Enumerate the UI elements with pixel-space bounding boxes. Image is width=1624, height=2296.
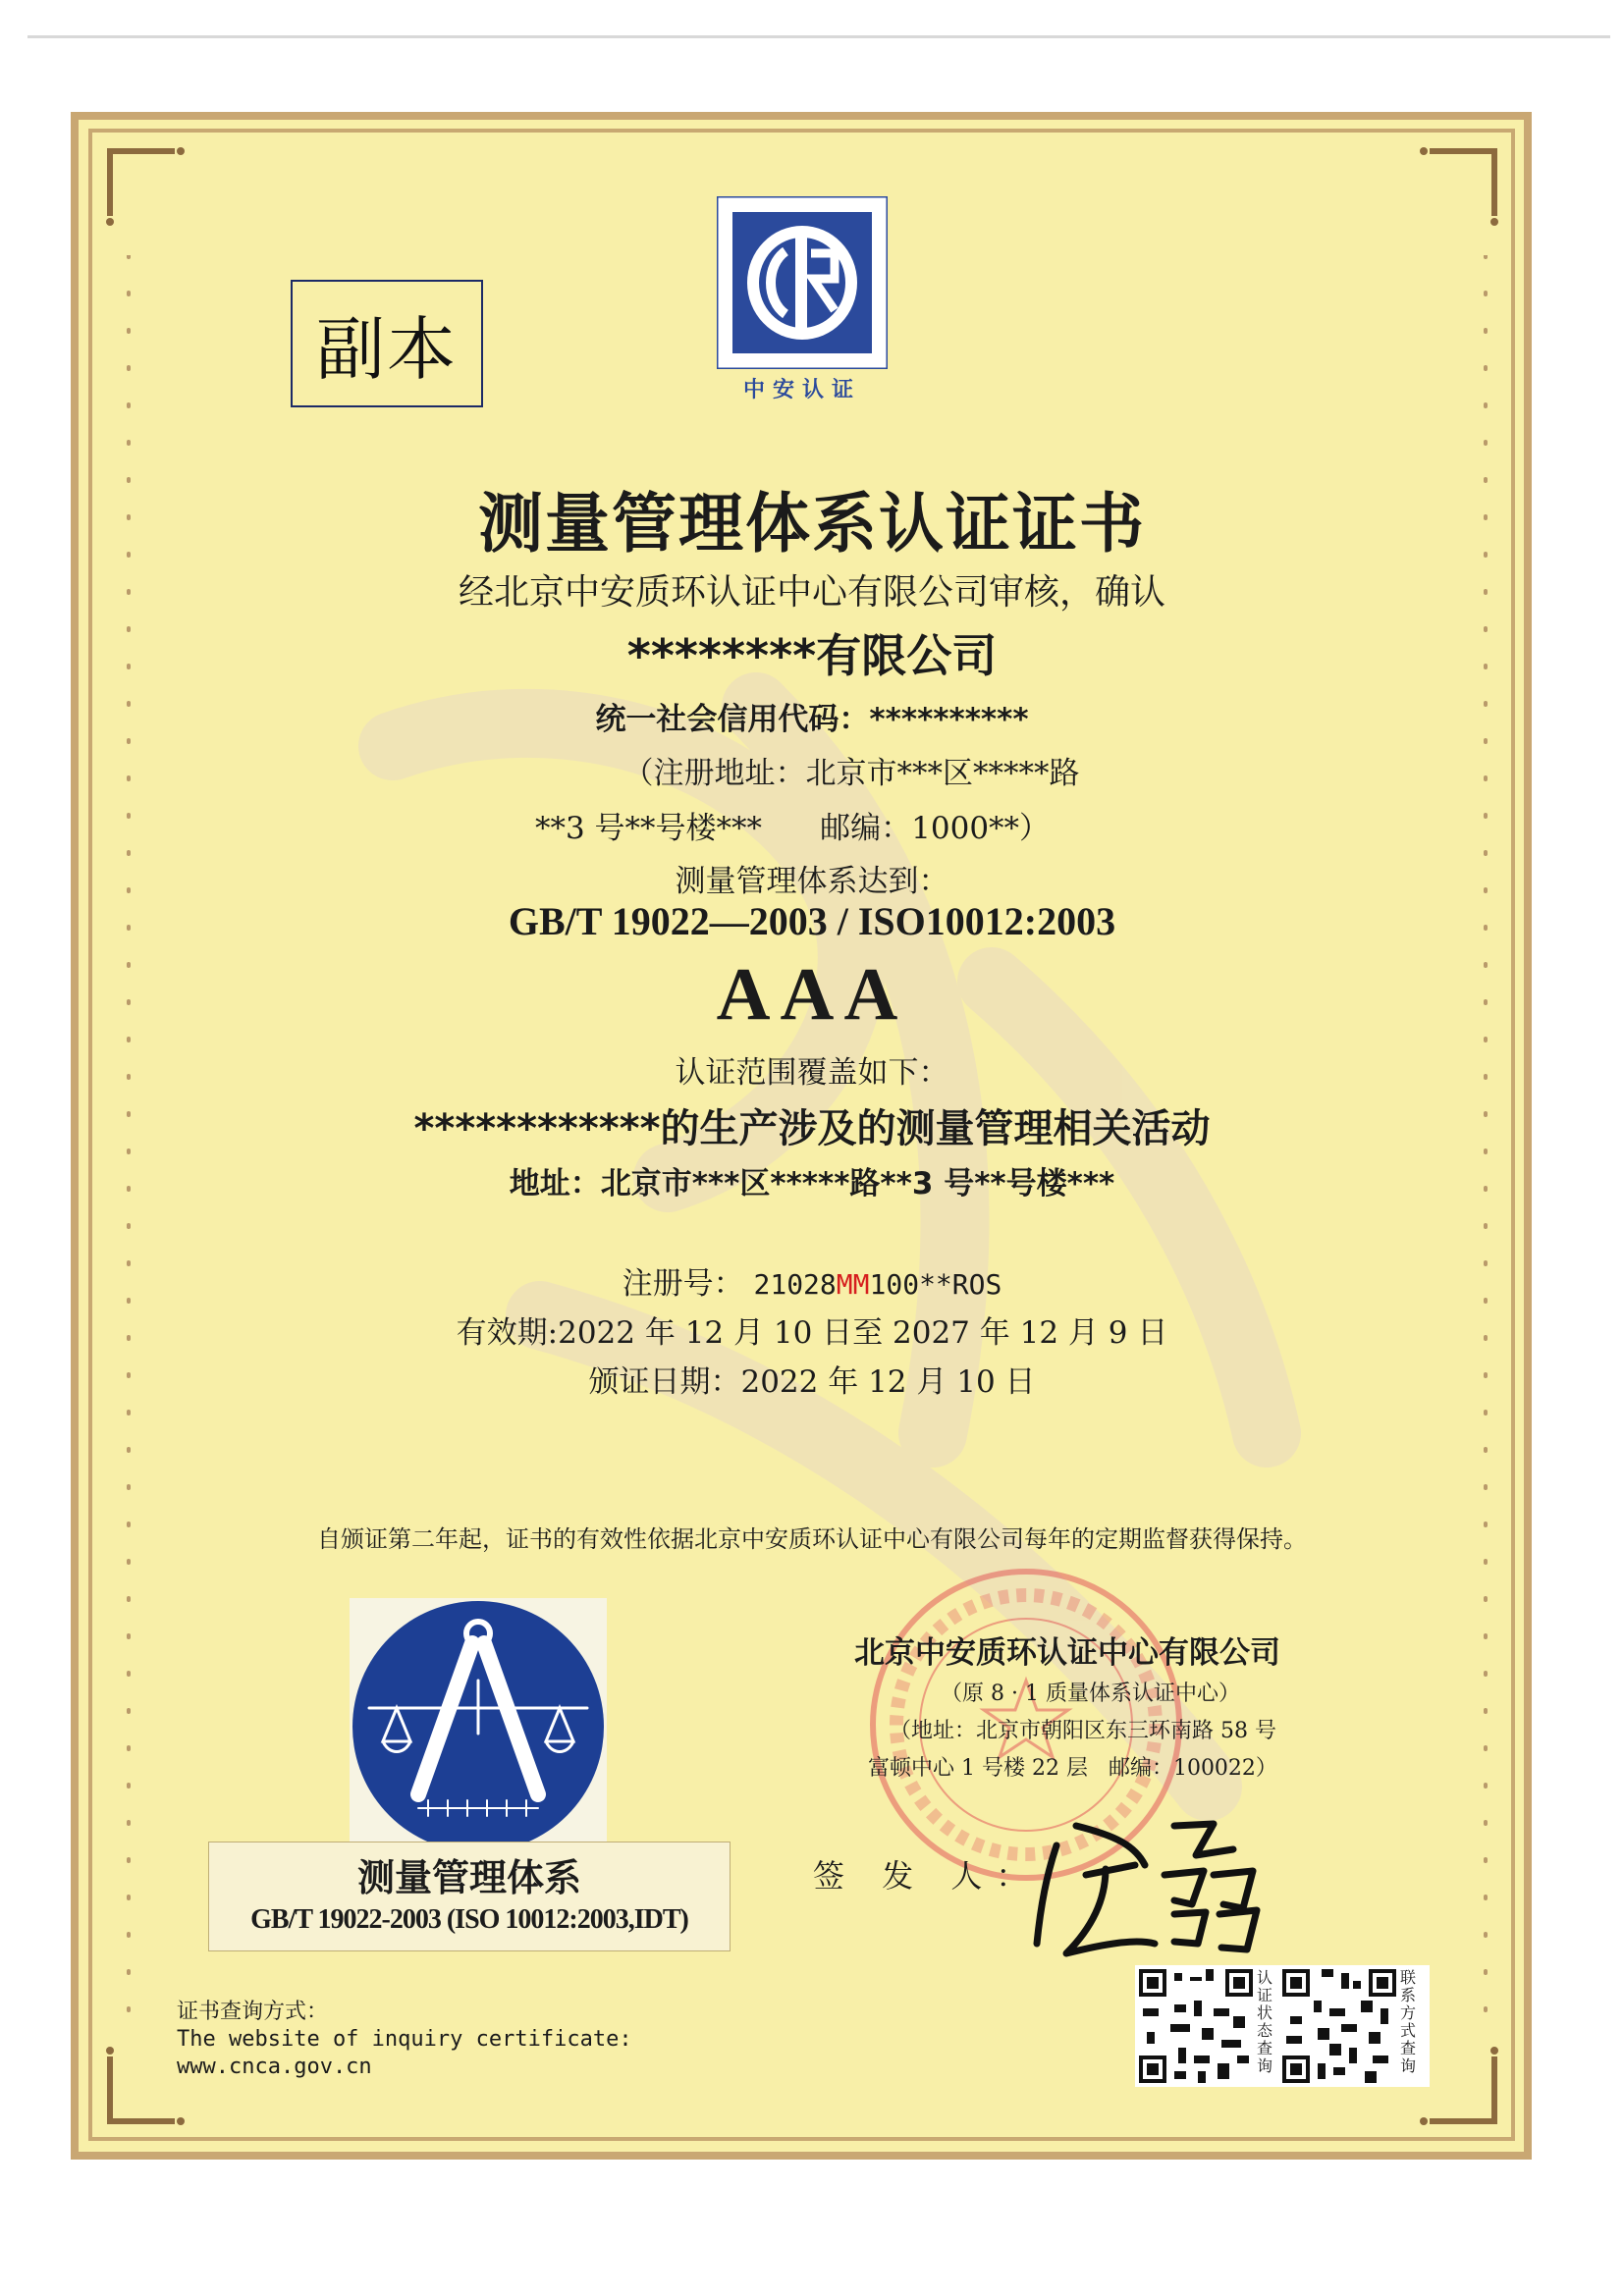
scan-top-edge bbox=[27, 35, 1610, 38]
inquiry-website: www.cnca.gov.cn bbox=[177, 2055, 372, 2079]
standard-code: GB/T 19022—2003 / ISO10012:2003 bbox=[508, 899, 1116, 943]
registered-address-line1: （注册地址：北京市***区*****路 bbox=[623, 756, 1080, 791]
badge-title: 测量管理体系 bbox=[356, 1856, 581, 1899]
credit-code: 统一社会信用代码：********** bbox=[595, 702, 1029, 737]
system-reaches-label: 测量管理体系达到： bbox=[675, 864, 949, 899]
issuer-address-line2: 富顿中心 1 号楼 22 层 邮编：100022） bbox=[868, 1756, 1277, 1781]
measurement-system-badge bbox=[350, 1598, 607, 1855]
company-name: ********有限公司 bbox=[626, 629, 998, 682]
corner-ornament-bottom-right bbox=[1420, 2047, 1498, 2125]
handwritten-signature bbox=[1027, 1806, 1263, 1963]
audit-statement: 经北京中安质环认证中心有限公司审核，确认 bbox=[458, 572, 1165, 613]
certification-body-logo bbox=[717, 196, 888, 369]
copy-label-box bbox=[291, 280, 483, 407]
issuer-name: 北京中安质环认证中心有限公司 bbox=[854, 1635, 1280, 1671]
issuer-former-name: （原 8 · 1 质量体系认证中心） bbox=[941, 1682, 1240, 1706]
corner-ornament-bottom-left bbox=[106, 2047, 185, 2125]
certificate-title: 测量管理体系认证证书 bbox=[478, 486, 1146, 561]
registered-address-line2: **3 号**号楼*** 邮编：1000**） bbox=[534, 811, 1051, 846]
qr-caption-contact: 联系方式查询 bbox=[1400, 1968, 1417, 2075]
certification-scope: ************的生产涉及的测量管理相关活动 bbox=[413, 1106, 1211, 1151]
validity-period: 有效期:2022 年 12 月 10 日至 2027 年 12 月 9 日 bbox=[456, 1315, 1168, 1351]
qr-code-status[interactable] bbox=[1139, 1969, 1253, 2083]
inquiry-label-en: The website of inquiry certificate: bbox=[177, 2027, 632, 2052]
logo-caption: 中安认证 bbox=[742, 378, 861, 402]
scope-address: 地址：北京市***区*****路**3 号**号楼*** bbox=[509, 1166, 1115, 1201]
registration-label: 注册号： bbox=[622, 1266, 744, 1302]
corner-ornament-top-left bbox=[106, 147, 185, 226]
copy-label: 副本 bbox=[316, 308, 458, 390]
issue-date: 颁证日期：2022 年 12 月 10 日 bbox=[588, 1364, 1036, 1400]
registration-suffix: 100**ROS bbox=[869, 1268, 1002, 1301]
corner-ornament-top-right bbox=[1420, 147, 1498, 226]
registration-highlight: MM bbox=[836, 1268, 870, 1301]
qr-caption-status: 认证状态查询 bbox=[1257, 1968, 1273, 2075]
validity-notice: 自颁证第二年起，证书的有效性依据北京中安质环认证中心有限公司每年的定期监督获得保持。 bbox=[317, 1525, 1307, 1553]
badge-standard: GB/T 19022-2003 (ISO 10012:2003,IDT) bbox=[250, 1904, 688, 1935]
issuer-address-line1: （地址：北京市朝阳区东三环南路 58 号 bbox=[890, 1719, 1276, 1743]
scope-label: 认证范围覆盖如下： bbox=[675, 1055, 949, 1091]
inquiry-label-cn: 证书查询方式： bbox=[177, 2000, 329, 2024]
inquiry-info bbox=[177, 1999, 632, 2081]
registration-prefix: 21028 bbox=[753, 1268, 837, 1301]
signer-label: 签 发 人： bbox=[813, 1857, 1042, 1895]
qr-code-contact[interactable] bbox=[1282, 1969, 1396, 2083]
grade-rating: AAA bbox=[716, 953, 908, 1036]
registration-number bbox=[0, 1258, 1624, 1303]
